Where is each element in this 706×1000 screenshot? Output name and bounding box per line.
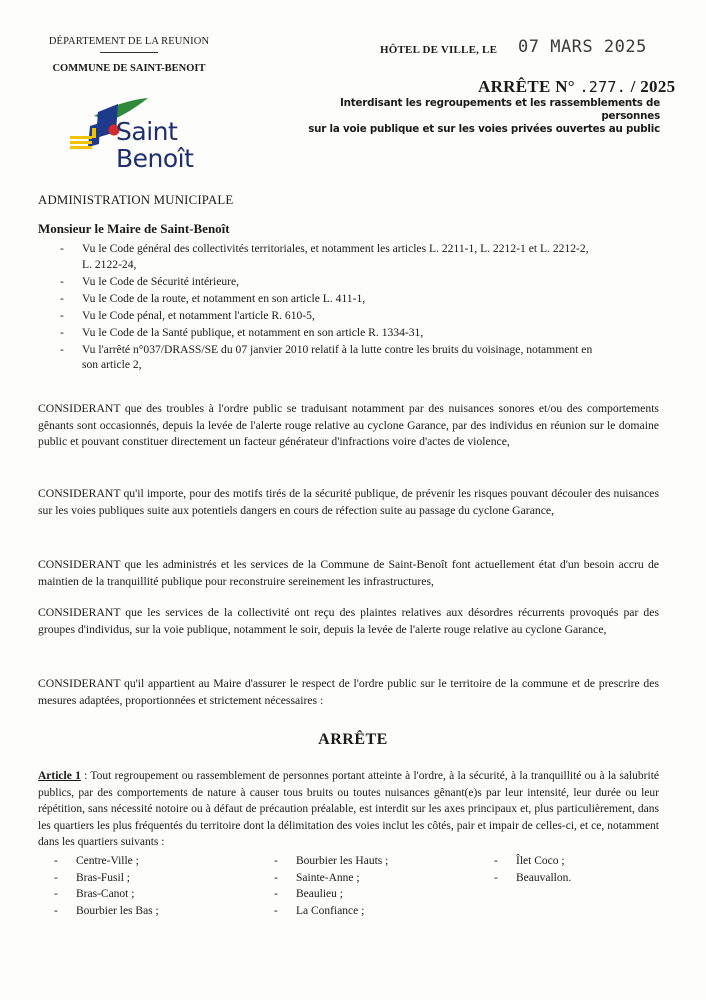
quartier-item: - Bourbier les Hauts ; xyxy=(274,855,389,867)
subtitle-line-1: Interdisant les regroupements et les rassemblements de personnes xyxy=(340,97,660,122)
arrete-year: / 2025 xyxy=(626,77,676,96)
considerant-paragraph: CONSIDERANT qu'il appartient au Maire d'assurer le respect de l'ordre public sur le territoire de la commune et de prescrire des mesures adaptées, proportionnées et strictement nécessaires : xyxy=(38,677,659,707)
considerant-paragraph: CONSIDERANT que les administrés et les services de la Commune de Saint-Benoît font actuellement état d'un besoin accru de maintien de la tranquillité publique pour reconstruire sereinement les infrastructures, xyxy=(38,558,659,588)
quartier-item: - Centre-Ville ; xyxy=(54,855,139,867)
quartiers-column-1 xyxy=(54,853,159,919)
quartier-item: - Îlet Coco ; xyxy=(494,855,565,867)
date-stamp: 07 MARS 2025 xyxy=(518,37,647,57)
considerant-paragraph: CONSIDERANT qu'il importe, pour des motifs tirés de la sécurité publique, de prévenir les risques pouvant découler des nuisances sur les voies publiques suite aux potentiels dangers en cours de réfection suite au passage du cyclone Garance, xyxy=(38,487,659,517)
maire-heading: Monsieur le Maire de Saint-Benoît xyxy=(38,221,230,236)
commune-name: COMMUNE DE SAINT-BENOIT xyxy=(52,63,206,74)
department-name: DÉPARTEMENT DE LA REUNION xyxy=(48,36,210,47)
quartier-item: - Bourbier les Bas ; xyxy=(54,904,159,917)
quartiers-column-3 xyxy=(494,853,571,886)
header-divider xyxy=(100,52,158,53)
vu-item: - Vu le Code de la Santé publique, et notamment en son article R. 1334-31, xyxy=(60,325,424,339)
logo-text xyxy=(116,118,193,172)
vu-list xyxy=(60,241,660,374)
quartier-item: - Beaulieu ; xyxy=(274,888,343,900)
article-1 xyxy=(38,768,659,851)
vu-item: - Vu le Code de la route, et notamment en son article L. 411-1, xyxy=(60,291,366,305)
logo-line-1: Saint xyxy=(116,117,178,146)
vu-item: - Vu le Code de Sécurité intérieure, xyxy=(60,274,240,288)
quartier-item: - La Confiance ; xyxy=(274,904,365,917)
article-1-text: : Tout regroupement ou rassemblement de personnes portant atteinte à l'ordre, à la sécurité, à la tranquillité ou à la salubrité publics, par des comportements de nature à causer tous bruits ou toutes nuisances gênant(e)s par leur intensité, leur durée ou leur répétition, sans nécessité notoire ou à défaut de précaution préalable, est interdit sur les axes principaux et, plus particulièrement, dans les quartiers les plus fréquentés du territoire dont la délimitation des voies inclut les côtés, pair et impair de celles-ci, et ce, notamment dans les quartiers suivants : xyxy=(38,770,660,848)
arrete-prefix: ARRÊTE N° xyxy=(478,77,580,96)
arrete-number-heading xyxy=(478,77,675,97)
quartier-item: - Bras-Fusil ; xyxy=(54,871,130,884)
quartier-item: - Sainte-Anne ; xyxy=(274,871,360,884)
vu-item: - Vu le Code pénal, et notamment l'article R. 610-5, xyxy=(60,308,315,322)
arrete-subtitle xyxy=(300,97,660,136)
arrete-number: .277. xyxy=(579,78,627,96)
arrete-title: ARRÊTE xyxy=(318,731,388,748)
considerant-paragraph: CONSIDERANT que des troubles à l'ordre public se traduisant notamment par des nuisances sonores et/ou des comportements gênants sont occasionnés, depuis la levée de l'alerte rouge relative au cyclone Garance, par des individus en réunion sur le domaine public et pouvant constituer directement un facteur générateur d'infractions voire d'actes de violence, xyxy=(38,402,659,448)
quartier-item: - Bras-Canot ; xyxy=(54,888,135,900)
logo-line-2: Benoît xyxy=(116,144,194,173)
considerant-paragraph: CONSIDERANT que les services de la collectivité ont reçu des plaintes relatives aux désordres récurrents provoqués par des groupes d'individus, sur la voie publique, notamment le soir, depuis la levée de l'alerte rouge relative au cyclone Garance, xyxy=(38,606,659,636)
article-1-label: Article 1 xyxy=(38,770,81,782)
hotel-de-ville-label: HÔTEL DE VILLE, LE xyxy=(380,44,498,56)
quartier-item: - Beauvallon. xyxy=(494,871,572,884)
administration-label: ADMINISTRATION MUNICIPALE xyxy=(38,193,234,207)
vu-item: - Vu l'arrêté n°037/DRASS/SE du 07 janvier 2010 relatif à la lutte contre les bruits du voisinage, notamment en son article 2, xyxy=(60,342,593,371)
subtitle-line-2: sur la voie publique et sur les voies privées ouvertes au public xyxy=(308,123,660,135)
vu-item: - Vu le Code général des collectivités territoriales, et notamment les articles L. 2211-1, L. 2212-1 et L. 2212-2, L. 2122-24, xyxy=(60,242,589,271)
quartiers-column-2 xyxy=(274,853,388,919)
